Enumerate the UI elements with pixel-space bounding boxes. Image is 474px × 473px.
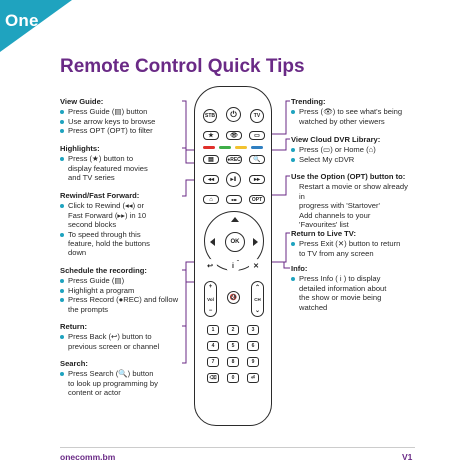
channel-up-icon[interactable]: ⌃ — [254, 285, 261, 291]
num-key[interactable]: 4 — [207, 341, 219, 351]
section-title: View Guide: — [60, 97, 104, 106]
footer-url[interactable]: onecomm.bm — [60, 452, 116, 462]
section-rewind-ff — [60, 191, 182, 258]
channel-label: CH — [254, 296, 261, 302]
volume-up-icon[interactable]: + — [208, 284, 213, 290]
continuation-line: watched — [299, 302, 328, 312]
continuation-line: progress with 'Startover' — [299, 201, 380, 211]
continuation-line: detailed information about — [299, 283, 387, 293]
num-key[interactable]: 8 — [227, 357, 239, 367]
bullet-line: Select My cDVR — [291, 155, 415, 164]
num-key[interactable]: ⌫ — [207, 373, 219, 383]
section-title: Info: — [291, 264, 308, 273]
bullet-line: Highlight a program — [60, 286, 182, 295]
rewind-button[interactable]: ◂◂ — [203, 175, 219, 184]
bullet-line: To speed through this — [60, 230, 182, 239]
section-return — [60, 322, 182, 351]
ok-button[interactable]: OK — [225, 232, 245, 252]
dvr-library-button[interactable]: ▭ — [249, 131, 265, 140]
bullet-line: Press Back (↩) button to — [60, 332, 182, 341]
arrow-left-icon[interactable] — [210, 238, 215, 246]
arrow-up-icon[interactable] — [231, 217, 239, 222]
highlights-button[interactable]: ★ — [203, 131, 219, 140]
fast-forward-button[interactable]: ▸▸ — [249, 175, 265, 184]
volume-rocker[interactable] — [204, 281, 217, 317]
num-key[interactable]: 9 — [247, 357, 259, 367]
section-schedule-recording — [60, 266, 182, 314]
section-title: View Cloud DVR Library: — [291, 135, 381, 144]
section-live-tv — [291, 229, 415, 258]
blue-key[interactable] — [251, 146, 263, 149]
stb-button[interactable]: STB — [203, 109, 217, 123]
remote-control — [194, 86, 272, 426]
continuation-line: Add channels to your — [299, 210, 371, 220]
section-trending — [291, 97, 415, 126]
bullet-line: Press Search (🔍) button — [60, 369, 182, 378]
guide-button[interactable]: ▤ — [203, 155, 219, 164]
search-button[interactable]: 🔍 — [249, 155, 265, 164]
section-option — [291, 172, 415, 229]
continuation-line: the show or movie being — [299, 293, 382, 303]
num-key[interactable]: 7 — [207, 357, 219, 367]
channel-down-icon[interactable]: ⌄ — [254, 308, 261, 314]
power-button[interactable]: ⏻ — [226, 107, 241, 122]
section-title: Return to Live TV: — [291, 229, 356, 238]
section-title: Schedule the recording: — [60, 266, 147, 275]
num-key[interactable]: 1 — [207, 325, 219, 335]
info-button[interactable]: i — [226, 259, 240, 273]
continuation-line: Restart a movie or show already in — [299, 182, 408, 201]
section-title: Trending: — [291, 97, 326, 106]
section-info — [291, 264, 415, 312]
bullet-line: Press Info ( i ) to display — [291, 274, 415, 283]
section-title: Search: — [60, 359, 88, 368]
section-title: Highlights: — [60, 144, 100, 153]
num-key[interactable]: 5 — [227, 341, 239, 351]
footer-version: V1 — [402, 452, 413, 462]
continuation-line: second blocks — [68, 220, 117, 230]
home-button[interactable]: ⌂ — [203, 195, 219, 204]
continuation-line: the prompts — [68, 304, 109, 314]
bullet-line: Use arrow keys to browse — [60, 117, 182, 126]
page-title: Remote Control Quick Tips — [60, 56, 305, 77]
continuation-line: display featured movies — [68, 163, 148, 173]
arrow-right-icon[interactable] — [253, 238, 258, 246]
option-button[interactable]: OPT — [249, 195, 265, 204]
bullet-line: Press Record (●REC) and follow — [60, 295, 182, 304]
bullet-line: Press OPT (OPT) to filter — [60, 126, 182, 135]
section-title: Return: — [60, 322, 87, 331]
volume-down-icon[interactable]: − — [208, 308, 213, 314]
num-key[interactable]: ⏎ — [247, 373, 259, 383]
num-key[interactable]: 2 — [227, 325, 239, 335]
num-key[interactable]: 0 — [227, 373, 239, 383]
bullet-line: Press (★) button to — [60, 154, 182, 163]
section-cloud-dvr — [291, 135, 415, 164]
bullet-line: Press (👁) to see what's being — [291, 107, 415, 116]
bullet-line: Press (▭) or Home (⌂) — [291, 145, 415, 154]
section-view-guide — [60, 97, 182, 136]
continuation-line: content or actor — [68, 388, 121, 398]
play-pause-button[interactable]: ▸‖ — [226, 172, 241, 187]
continuation-line: feature, hold the buttons — [68, 239, 150, 249]
section-search — [60, 359, 182, 398]
trending-button[interactable]: 👁 — [226, 131, 242, 140]
green-key[interactable] — [219, 146, 231, 149]
channel-rocker[interactable] — [251, 281, 264, 317]
section-highlights — [60, 144, 182, 183]
bullet-line: Click to Rewind (◂◂) or — [60, 201, 182, 210]
continuation-line: Fast Forward (▸▸) in 10 — [68, 210, 147, 220]
red-key[interactable] — [203, 146, 215, 149]
continuation-line: and TV series — [68, 173, 115, 183]
record-button[interactable]: ●REC — [227, 156, 241, 163]
exit-button[interactable]: ✕ — [249, 259, 263, 273]
mute-button[interactable]: 🔇 — [227, 291, 240, 304]
tv-button[interactable]: TV — [250, 109, 264, 123]
continuation-line: to TV from any screen — [299, 248, 374, 258]
yellow-key[interactable] — [235, 146, 247, 149]
num-key[interactable]: 3 — [247, 325, 259, 335]
num-key[interactable]: 6 — [247, 341, 259, 351]
volume-label: Vol — [207, 296, 214, 302]
continuation-line: down — [68, 248, 87, 258]
continuation-line: 'Favourites' list — [299, 220, 349, 230]
bullet-line: Press Guide (▤) button — [60, 107, 182, 116]
section-title: Use the Option (OPT) button to: — [291, 172, 406, 181]
continuation-line: to look up programming by — [68, 378, 158, 388]
section-title: Rewind/Fast Forward: — [60, 191, 140, 200]
continuation-line: watched by other viewers — [299, 116, 385, 126]
back-button[interactable]: ↩ — [203, 259, 217, 273]
bullet-line: Press Exit (✕) button to return — [291, 239, 415, 248]
brand-logo: One — [5, 11, 39, 30]
continuation-line: previous screen or channel — [68, 341, 160, 351]
bullet-line: Press Guide (▤) — [60, 276, 182, 285]
back-alt-button[interactable]: ◂◂▸ — [226, 195, 242, 204]
footer-divider — [60, 447, 415, 448]
